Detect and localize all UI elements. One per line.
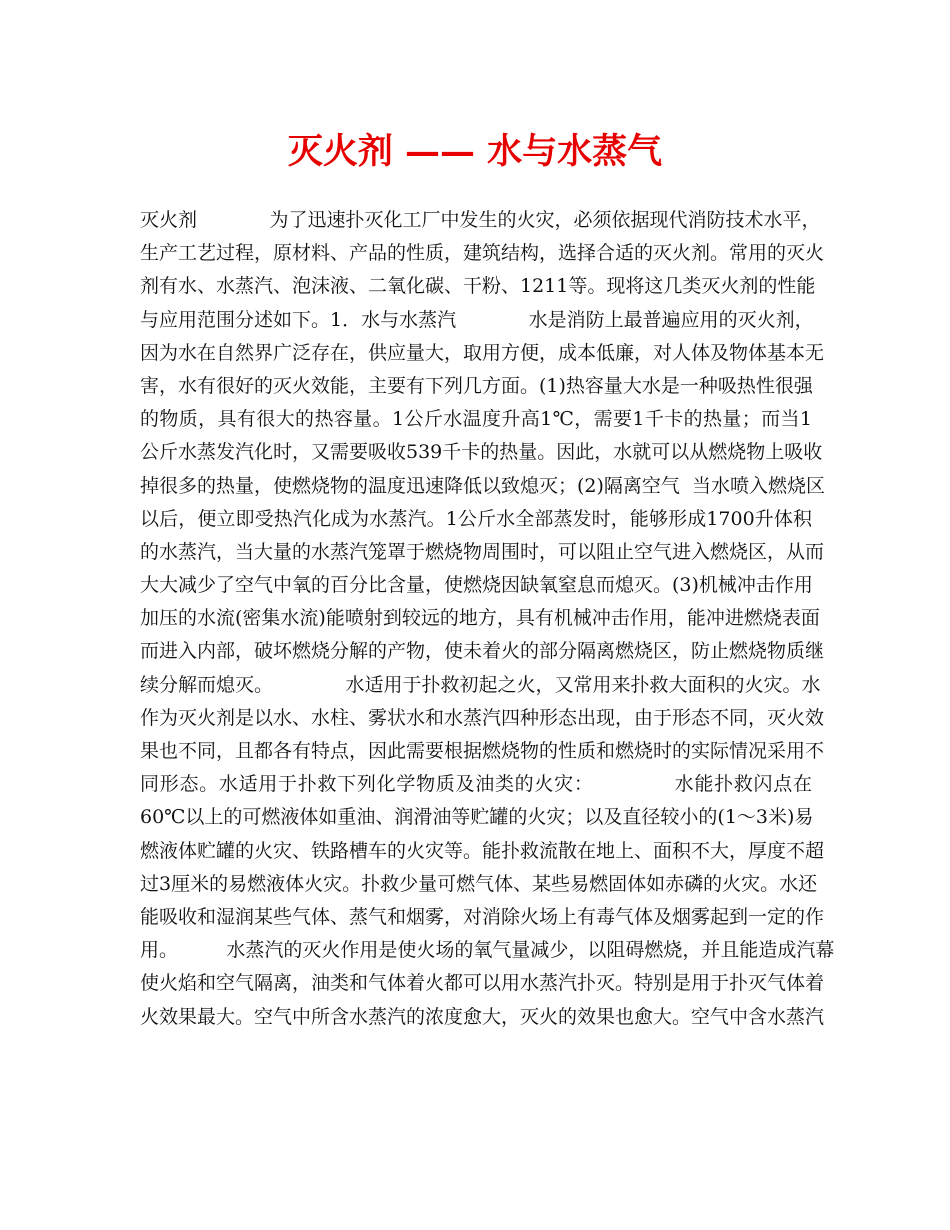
body-line: 剂有水、水蒸汽、泡沫液、二氧化碳、干粉、1211等。现将这几类灭火剂的性能 bbox=[140, 275, 816, 298]
body-line: 作为灭火剂是以水、水柱、雾状水和水蒸汽四种形态出现，由于形态不同，灭火效 bbox=[140, 706, 825, 729]
document-body bbox=[140, 204, 835, 1034]
body-line: 的物质，具有很大的热容量。1公斤水温度升高1℃，需要1千卡的热量；而当1 bbox=[140, 408, 812, 431]
body-line: 而进入内部，破坏燃烧分解的产物，使未着火的部分隔离燃烧区，防止燃烧物质继 bbox=[140, 640, 825, 663]
body-line: 用。 水蒸汽的灭火作用是使火场的氧气量减少，以阻碍燃烧，并且能造成汽幕 bbox=[140, 939, 835, 962]
body-line: 害，水有很好的灭火效能，主要有下列几方面。(1)热容量大水是一种吸热性很强 bbox=[140, 374, 813, 397]
body-line: 燃液体贮罐的火灾、铁路槽车的火灾等。能扑救流散在地上、面积不大，厚度不超 bbox=[140, 839, 825, 862]
body-line: 因为水在自然界广泛存在，供应量大，取用方便，成本低廉，对人体及物体基本无 bbox=[140, 341, 825, 364]
body-line: 加压的水流(密集水流)能喷射到较远的地方，具有机械冲击作用，能冲进燃烧表面 bbox=[140, 607, 820, 630]
body-line: 同形态。水适用于扑救下列化学物质及油类的火灾： 水能扑救闪点在 bbox=[140, 773, 812, 796]
body-line: 以后，便立即受热汽化成为水蒸汽。1公斤水全部蒸发时，能够形成1700升体积 bbox=[140, 507, 812, 530]
body-line: 的水蒸汽，当大量的水蒸汽笼罩于燃烧物周围时，可以阻止空气进入燃烧区，从而 bbox=[140, 540, 825, 563]
body-line: 大大减少了空气中氧的百分比含量，使燃烧因缺氧窒息而熄灭。(3)机械冲击作用 bbox=[140, 574, 813, 597]
body-line: 公斤水蒸发汽化时，又需要吸收539千卡的热量。因此，水就可以从燃烧物上吸收 bbox=[140, 441, 823, 464]
body-line: 续分解而熄灭。 水适用于扑救初起之火，又常用来扑救大面积的火灾。水 bbox=[140, 673, 821, 696]
document-title: 灭火剂 —— 水与水蒸气 bbox=[287, 131, 663, 172]
body-line: 灭火剂 为了迅速扑灭化工厂中发生的火灾，必须依据现代消防技术水平， bbox=[140, 209, 821, 231]
body-line: 与应用范围分述如下。1．水与水蒸汽 水是消防上最普遍应用的灭火剂， bbox=[140, 308, 814, 331]
body-line: 生产工艺过程，原材料、产品的性质，建筑结构，选择合适的灭火剂。常用的灭火 bbox=[140, 242, 825, 265]
body-line: 掉很多的热量，使燃烧物的温度迅速降低以致熄灭；(2)隔离空气 当水喷入燃烧区 bbox=[140, 474, 825, 497]
body-line: 能吸收和湿润某些气体、蒸气和烟雾，对消除火场上有毒气体及烟雾起到一定的作 bbox=[140, 905, 825, 928]
body-line: 使火焰和空气隔离，油类和气体着火都可以用水蒸汽扑灭。特别是用于扑灭气体着 bbox=[140, 972, 825, 995]
body-line: 60℃以上的可燃液体如重油、润滑油等贮罐的火灾；以及直径较小的(1～3米)易 bbox=[140, 806, 814, 829]
body-line: 过3厘米的易燃液体火灾。扑救少量可燃气体、某些易燃固体如赤磷的火灾。水还 bbox=[140, 872, 818, 895]
body-line: 果也不同，且都各有特点，因此需要根据燃烧物的性质和燃烧时的实际情况采用不 bbox=[140, 740, 825, 762]
body-line: 火效果最大。空气中所含水蒸汽的浓度愈大，灭火的效果也愈大。空气中含水蒸汽 bbox=[140, 1005, 825, 1028]
